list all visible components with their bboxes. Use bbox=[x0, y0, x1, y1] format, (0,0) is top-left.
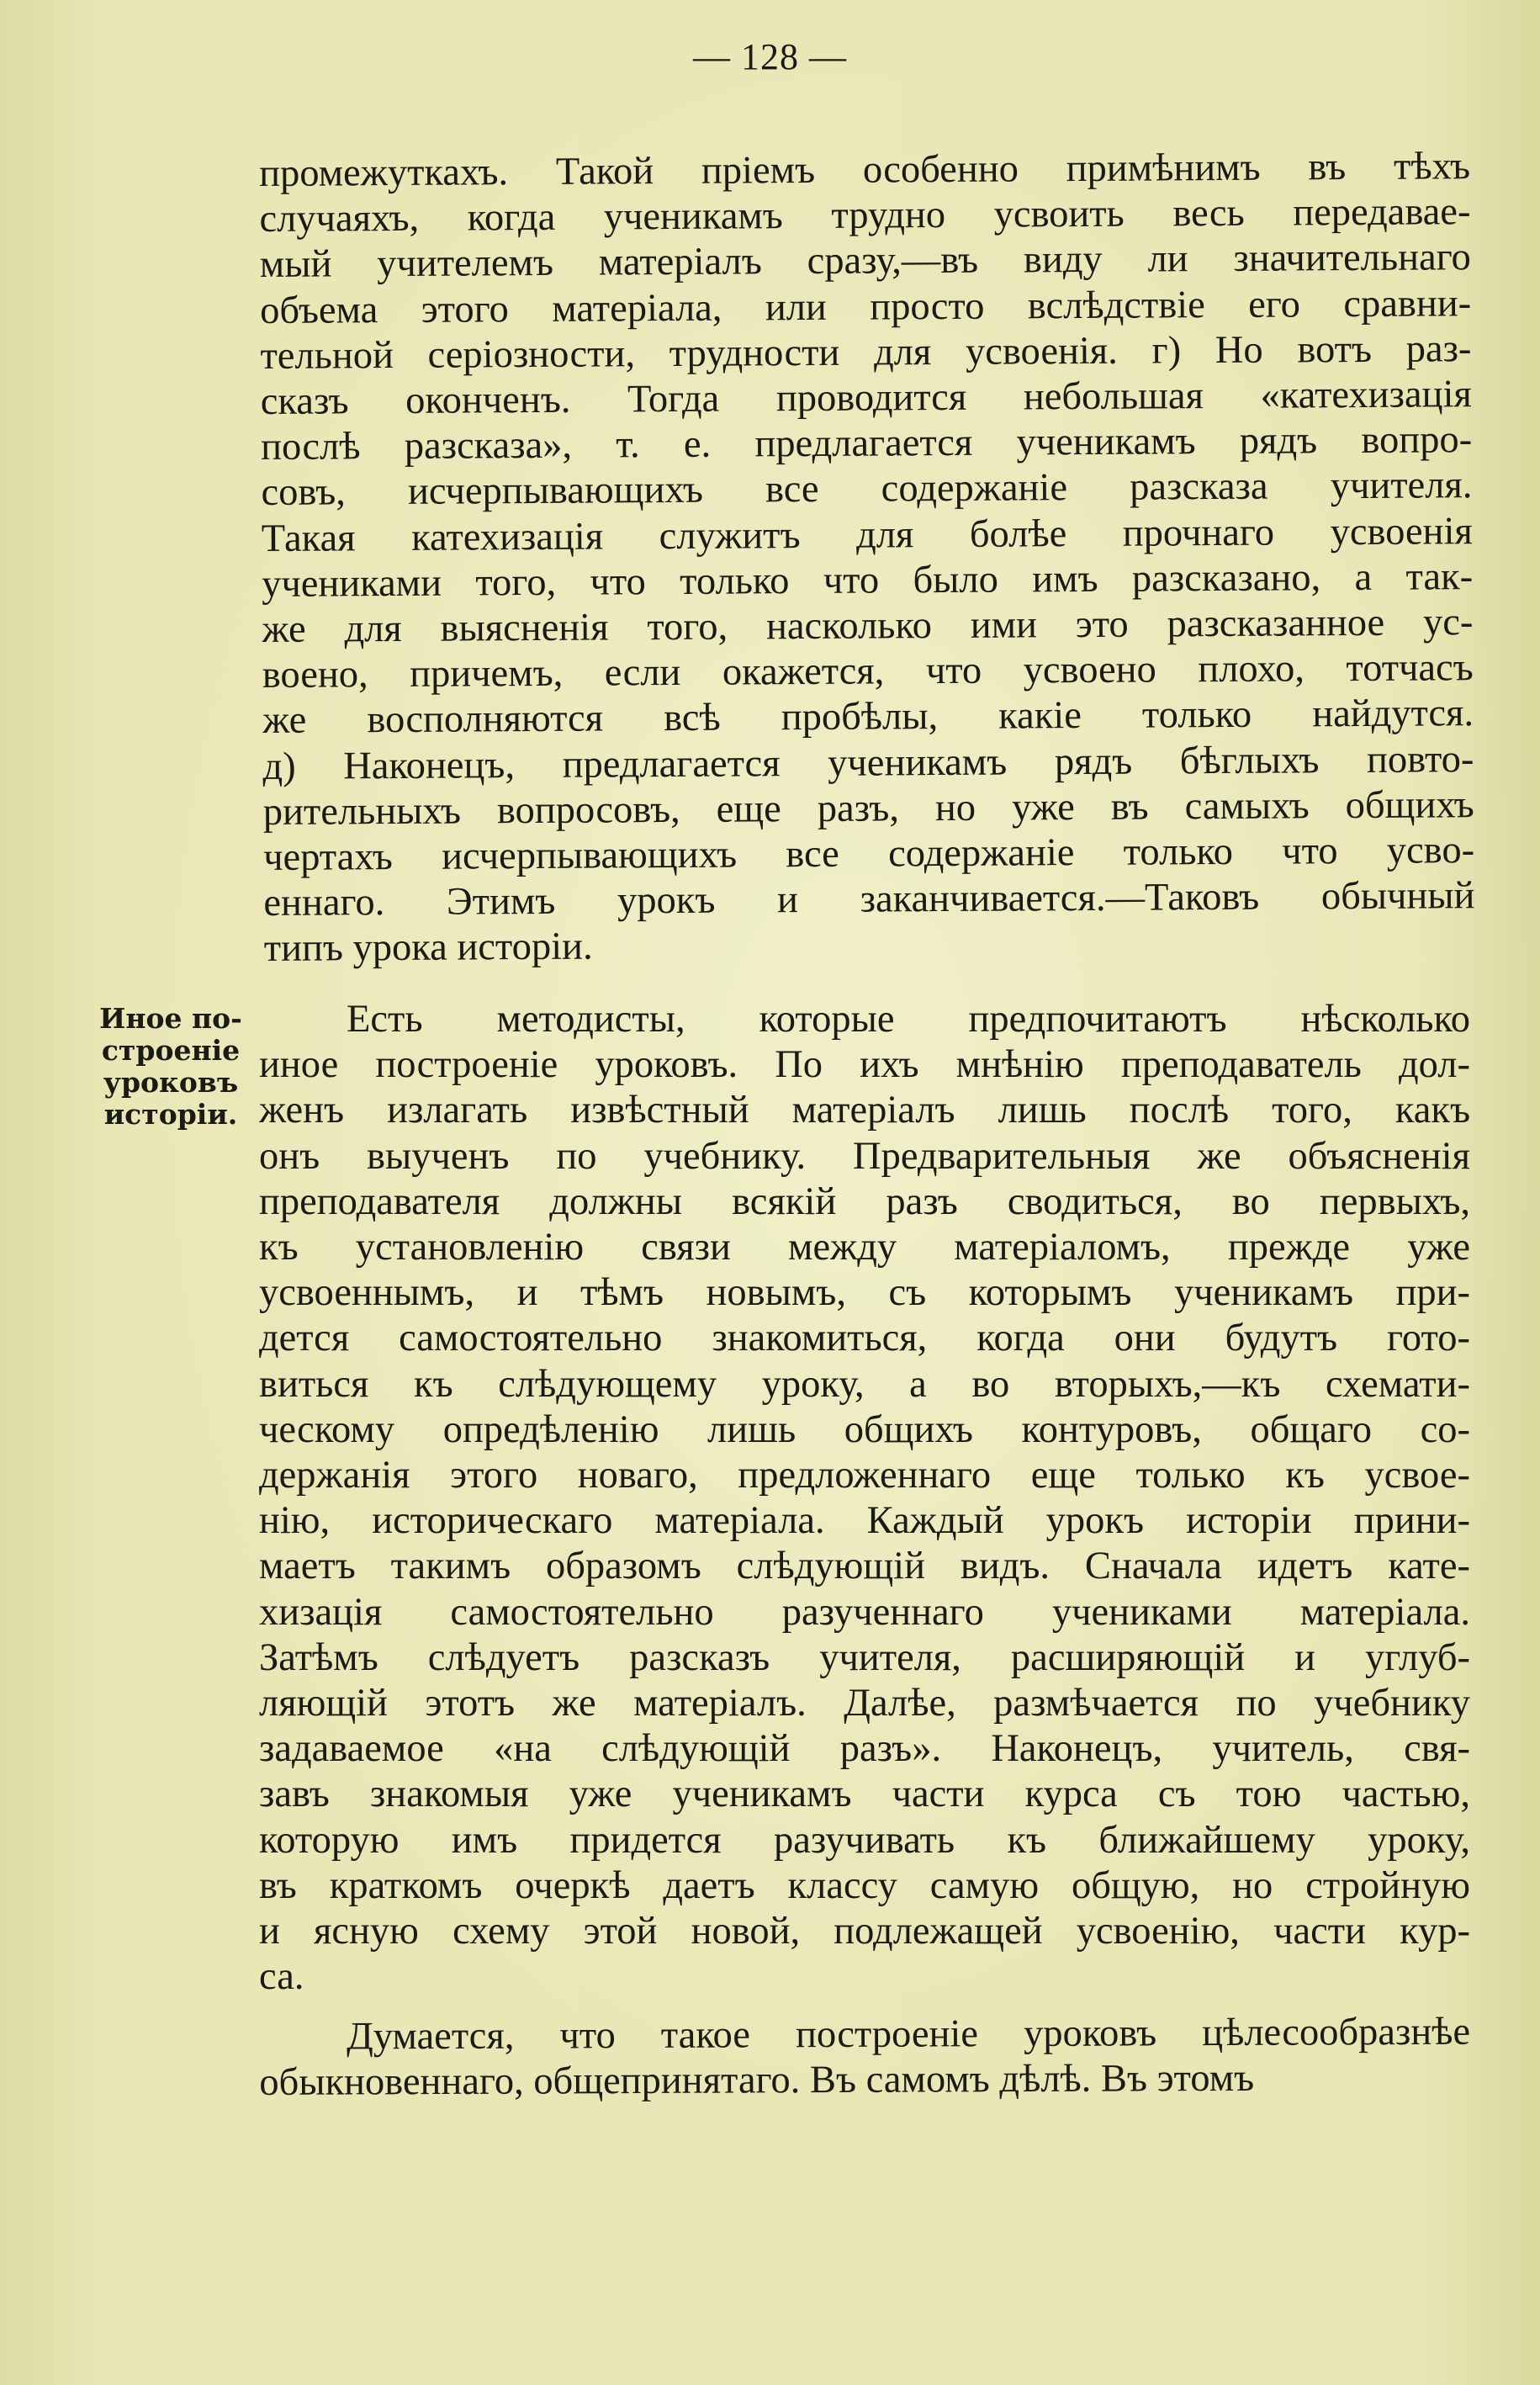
text-line: обыкновеннаго, общепринятаго. Въ самомъ дѣлѣ. Въ этомъ bbox=[259, 2057, 1255, 2105]
paragraph-1 bbox=[259, 144, 1475, 972]
text-line: сказъ оконченъ. Тогда проводится небольшая «катехизація bbox=[260, 373, 1472, 424]
text-line: промежуткахъ. Такой пріемъ особенно примѣнимъ въ тѣхъ bbox=[259, 145, 1471, 195]
text-line: воено, причемъ, если окажется, что усвоено плохо, тотчасъ bbox=[262, 646, 1474, 697]
text-line: объема этого матеріала, или просто вслѣдствіе его сравни- bbox=[259, 281, 1472, 332]
text-line: Такая катехизація служитъ для болѣе прочнаго усвоенія bbox=[261, 509, 1473, 560]
text-line: совъ, исчерпывающихъ все содержаніе разсказа учителя. bbox=[261, 464, 1473, 515]
text-line: мый учителемъ матеріалъ сразу,—въ виду ли значительнаго bbox=[259, 236, 1471, 287]
marginal-note bbox=[91, 1003, 251, 1131]
text-line: въ краткомъ очеркѣ даетъ классу самую общую, но стройную bbox=[259, 1863, 1470, 1907]
text-line: завъ знакомыя уже ученикамъ части курса съ тою частью, bbox=[259, 1773, 1470, 1816]
text-line: женъ излагать извѣстный матеріалъ лишь послѣ того, какъ bbox=[259, 1089, 1470, 1132]
text-line: же для выясненія того, насколько ими это разсказанное ус- bbox=[262, 601, 1474, 652]
paragraph-3 bbox=[259, 2010, 1470, 2107]
text-line: виться къ слѣдующему уроку, а во вторыхъ,—къ схемати- bbox=[259, 1362, 1470, 1406]
text-line: задаваемое «на слѣдующій разъ». Наконецъ, учитель, свя- bbox=[259, 1727, 1470, 1771]
text-line: держанія этого новаго, предложеннаго еще только къ усвое- bbox=[259, 1454, 1470, 1497]
text-line: типъ урока исторіи. bbox=[263, 925, 593, 971]
text-line: же восполняются всѣ пробѣлы, какіе только найдутся. bbox=[262, 692, 1474, 743]
text-line: ческому опредѣленію лишь общихъ контуровъ, общаго со- bbox=[259, 1407, 1470, 1451]
text-line: д) Наконецъ, предлагается ученикамъ рядъ бѣглыхъ повто- bbox=[262, 737, 1474, 788]
text-line: послѣ разсказа», т. е. предлагается ученикамъ рядъ вопро- bbox=[260, 418, 1473, 469]
text-line: онъ выученъ по учебнику. Предварительныя же объясненія bbox=[259, 1134, 1470, 1178]
marginal-note-line: уроковъ bbox=[103, 1066, 239, 1099]
text-line: которую имъ придется разучивать къ ближайшему уроку, bbox=[259, 1818, 1470, 1862]
page-number: — 128 — bbox=[693, 36, 847, 77]
marginal-note-line: Иное по- bbox=[99, 1002, 242, 1035]
text-line: Есть методисты, которые предпочитаютъ нѣсколько bbox=[347, 998, 1470, 1041]
text-line: тельной серіозности, трудности для усвоенія. г) Но вотъ раз- bbox=[260, 327, 1472, 378]
text-line: хизація самостоятельно разученнаго учениками матеріала. bbox=[259, 1590, 1470, 1634]
text-line: учениками того, что только что было имъ разсказано, а так- bbox=[261, 555, 1474, 606]
text-line: Затѣмъ слѣдуетъ разсказъ учителя, расширяющій и углуб- bbox=[259, 1635, 1470, 1679]
text-line: случаяхъ, когда ученикамъ трудно усвоить весь передавае- bbox=[259, 190, 1471, 241]
marginal-note-line: исторіи. bbox=[103, 1098, 238, 1131]
text-line: преподавателя должны всякій разъ сводиться, во первыхъ, bbox=[259, 1179, 1470, 1223]
text-line: рительныхъ вопросовъ, еще разъ, но уже въ самыхъ общихъ bbox=[262, 783, 1474, 834]
text-line: ляющій этотъ же матеріалъ. Далѣе, размѣчается по учебнику bbox=[259, 1682, 1470, 1725]
marginal-note-line: строеніе bbox=[101, 1034, 241, 1067]
text-line: дется самостоятельно знакомиться, когда они будутъ гото- bbox=[259, 1317, 1470, 1360]
text-line: маетъ такимъ образомъ слѣдующій видъ. Сначала идетъ кате- bbox=[259, 1545, 1470, 1588]
text-line: нію, историческаго матеріала. Каждый урокъ исторіи прини- bbox=[259, 1499, 1470, 1543]
text-line: и ясную схему этой новой, подлежащей усвоенію, части кур- bbox=[259, 1910, 1470, 1953]
text-line: къ установленію связи между матеріаломъ, прежде уже bbox=[259, 1226, 1470, 1269]
text-line: еннаго. Этимъ урокъ и заканчивается.—Таковъ обычный bbox=[263, 874, 1475, 925]
paragraph-2 bbox=[259, 997, 1470, 2000]
text-line: чертахъ исчерпывающихъ все содержаніе только что усво- bbox=[262, 829, 1475, 880]
text-line: са. bbox=[259, 1955, 304, 1999]
text-line: усвоеннымъ, и тѣмъ новымъ, съ которымъ ученикамъ при- bbox=[259, 1271, 1470, 1315]
text-line: Думается, что такое построеніе уроковъ цѣлесообразнѣе bbox=[347, 2010, 1471, 2059]
text-line: иное построеніе уроковъ. По ихъ мнѣнію преподаватель дол- bbox=[259, 1043, 1470, 1087]
